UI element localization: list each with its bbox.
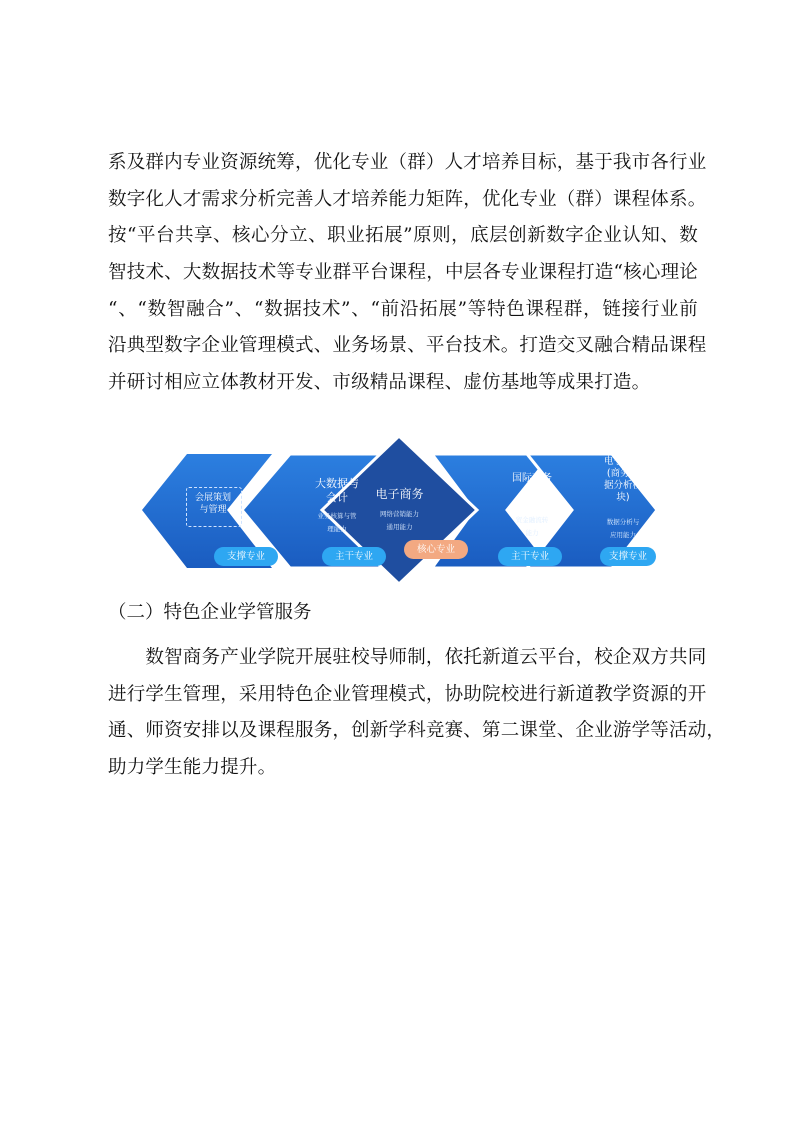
node-pill-1: 支撑专业	[214, 547, 278, 566]
node-pill-4: 主干专业	[498, 547, 562, 566]
node-title-1: 会展策划 与管理	[194, 493, 231, 515]
paragraph-line: 数智商务产业学院开展驻校导师制，依托新道云平台，校企双方共同	[108, 647, 707, 668]
paragraph-1	[108, 145, 707, 402]
node-title-core: 电子商务	[375, 487, 424, 501]
node-sub-2: 业务核算与管 理能力	[317, 512, 357, 533]
section-heading: （二）特色企业学管服务	[108, 602, 312, 623]
node-sub-5: 数据分析与 应用能力	[606, 518, 640, 539]
paragraph-line: 按“平台共享、核心分立、职业拓展”原则，底层创新数字企业认知、数	[108, 225, 698, 247]
paragraph-line: 并研讨相应立体教材开发、市级精品课程、虚仿基地等成果打造。	[108, 372, 651, 394]
paragraph-line: 系及群内专业资源统筹，优化专业（群）人才培养目标，基于我市各行业	[108, 152, 707, 173]
node-pill-2: 主干专业	[322, 547, 386, 566]
paragraph-line: 助力学生能力提升。	[108, 757, 277, 779]
node-pill-core: 核心专业	[404, 540, 468, 559]
paragraph-2	[108, 640, 726, 787]
node-title-2: 大数据与 会计	[315, 477, 359, 504]
paragraph-line: “、“数智融合”、“数据技术”、“前沿拓展”等特色课程群，链接行业前	[108, 298, 698, 320]
paragraph-line: 进行学生管理，采用特色企业管理模式，协助院校进行新道教学资源的开	[108, 683, 707, 705]
paragraph-line: 通、师资安排以及课程服务，创新学科竞赛、第二课堂、企业游学等活动，	[108, 720, 726, 742]
node-title-4: 国际商务	[512, 473, 552, 484]
paragraph-line: 沿典型数字企业管理模式、业务场景、平台技术。打造交叉融合精品课程	[108, 335, 707, 357]
node-sub-4: 贸金融流转 能力	[515, 516, 549, 537]
major-group-diagram	[142, 432, 657, 587]
node-pill-5: 支撑专业	[600, 547, 656, 566]
node-sub-core: 网络营销能力 通用能力	[380, 510, 419, 531]
node-title-5: 电子商务 (商务数 据分析模 块)	[603, 456, 642, 503]
paragraph-line: 数字化人才需求分析完善人才培养能力矩阵，优化专业（群）课程体系。	[108, 188, 707, 210]
paragraph-line: 智技术、大数据技术等专业群平台课程，中层各专业课程打造“核心理论	[108, 262, 698, 284]
